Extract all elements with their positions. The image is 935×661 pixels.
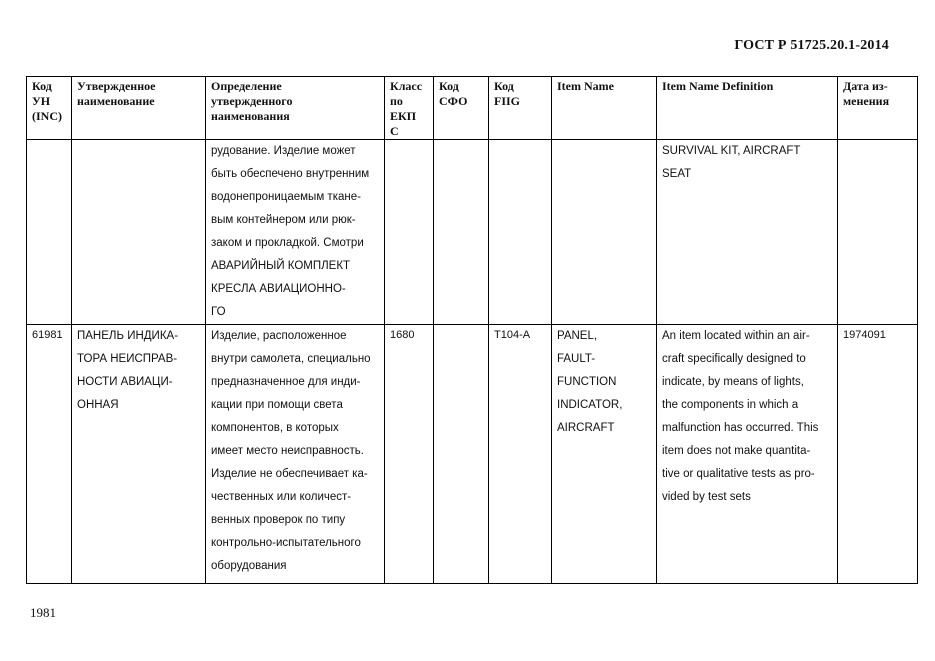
cell-text-line: чественных или количест- — [211, 491, 352, 503]
cell-text-line: Определение — [211, 79, 282, 93]
cell-text-line: компонентов, в которых — [211, 422, 339, 434]
cell-change-date — [838, 325, 918, 584]
col-header-inc — [27, 77, 72, 140]
cell-text-line: INDICATOR, — [557, 399, 623, 411]
cell-text-line: заком и прокладкой. Смотри — [211, 237, 364, 249]
cell-text-line: НОСТИ АВИАЦИ- — [77, 376, 173, 388]
cell-text-line: (INC) — [32, 109, 62, 123]
cell-definition — [206, 325, 385, 584]
col-header-sfo-code — [434, 77, 489, 140]
col-header-definition — [206, 77, 385, 140]
table-row — [27, 325, 918, 584]
cell-item-name — [552, 140, 657, 325]
cell-text-line: tive or qualitative tests as pro- — [662, 468, 815, 480]
cell-text-line: 61981 — [32, 329, 63, 341]
cell-text-line: Изделие не обеспечивает ка- — [211, 468, 368, 480]
cell-text-line: item does not make quantita- — [662, 445, 811, 457]
cell-text-line: наименования — [211, 109, 290, 123]
cell-text-line: PANEL, — [557, 330, 598, 342]
cell-text-line: ОННАЯ — [77, 399, 119, 411]
cell-approved-name — [72, 325, 206, 584]
cell-fiig-code — [489, 325, 552, 584]
cell-text-line: An item located within an air- — [662, 330, 810, 342]
cell-sfo-code — [434, 325, 489, 584]
cell-text-line: 1680 — [390, 329, 415, 341]
cell-text-line: FIIG — [494, 94, 521, 108]
cell-text-line: СФО — [439, 94, 468, 108]
cell-text-line: FAULT- — [557, 353, 596, 365]
cell-text-line: vided by test sets — [662, 491, 751, 503]
cell-text-line: indicate, by means of lights, — [662, 376, 804, 388]
col-header-approved-name — [72, 77, 206, 140]
cell-text-line: craft specifically designed to — [662, 353, 806, 365]
cell-text-line: С — [390, 124, 399, 138]
cell-text-line: FUNCTION — [557, 376, 617, 388]
cell-text-line: вым контейнером или рюк- — [211, 214, 356, 226]
cell-text-line: по — [390, 94, 403, 108]
cell-text-line: ПАНЕЛЬ ИНДИКА- — [77, 330, 179, 342]
col-header-fiig-code — [489, 77, 552, 140]
cell-text-line: кации при помощи света — [211, 399, 343, 411]
cell-text-line: ГО — [211, 306, 226, 318]
table-row — [27, 140, 918, 325]
cell-text-line: SEAT — [662, 168, 692, 180]
cell-text-line: Код — [494, 79, 514, 93]
col-header-item-name-definition — [657, 77, 838, 140]
col-header-class — [385, 77, 434, 140]
cell-text-line: Item Name — [557, 79, 614, 93]
cell-text-line: ЕКП — [390, 109, 417, 123]
cell-inc — [27, 140, 72, 325]
col-header-item-name — [552, 77, 657, 140]
cell-text-line: Изделие, расположенное — [211, 330, 347, 342]
cell-text-line: утвержденного — [211, 94, 293, 108]
cell-text-line: Item Name Definition — [662, 79, 774, 93]
cell-text-line: водонепроницаемым ткане- — [211, 191, 361, 203]
cell-text-line: Код — [32, 79, 52, 93]
item-name-table — [26, 76, 918, 584]
document-header: ГОСТ Р 51725.20.1-2014 — [734, 38, 889, 53]
cell-item-name — [552, 325, 657, 584]
cell-item-name-definition — [657, 325, 838, 584]
cell-text-line: AIRCRAFT — [557, 422, 615, 434]
cell-text-line: Дата из- — [843, 79, 888, 93]
cell-text-line: Утвержденное — [77, 79, 156, 93]
cell-text-line: венных проверок по типу — [211, 514, 346, 526]
cell-text-line: предназначенное для инди- — [211, 376, 361, 388]
cell-text-line: T104-A — [494, 329, 531, 341]
cell-text-line: наименование — [77, 94, 155, 108]
cell-text-line: контрольно-испытательного — [211, 537, 361, 549]
cell-text-line: Класс — [390, 79, 423, 93]
cell-class — [385, 325, 434, 584]
cell-fiig-code — [489, 140, 552, 325]
cell-text-line: malfunction has occurred. This — [662, 422, 819, 434]
cell-text-line: 1974091 — [843, 329, 886, 341]
cell-text-line: АВАРИЙНЫЙ КОМПЛЕКТ — [211, 260, 351, 272]
table-header-row — [27, 77, 918, 140]
cell-text-line: имеет место неисправность. — [211, 445, 364, 457]
cell-text-line: оборудования — [211, 560, 287, 572]
cell-text-line: ТОРА НЕИСПРАВ- — [77, 353, 178, 365]
page-number: 1981 — [30, 605, 56, 620]
cell-text-line: Код — [439, 79, 459, 93]
col-header-change-date — [838, 77, 918, 140]
cell-text-line: КРЕСЛА АВИАЦИОННО- — [211, 283, 346, 295]
cell-text-line: SURVIVAL KIT, AIRCRAFT — [662, 145, 801, 157]
cell-text-line: менения — [843, 94, 890, 108]
cell-class — [385, 140, 434, 325]
cell-approved-name — [72, 140, 206, 325]
cell-text-line: внутри самолета, специально — [211, 353, 371, 365]
cell-text-line: рудование. Изделие может — [211, 145, 356, 157]
cell-text-line: УН — [32, 94, 51, 108]
cell-text-line: быть обеспечено внутренним — [211, 168, 370, 180]
cell-text-line: the components in which a — [662, 399, 799, 411]
cell-item-name-definition — [657, 140, 838, 325]
cell-change-date — [838, 140, 918, 325]
cell-definition — [206, 140, 385, 325]
cell-sfo-code — [434, 140, 489, 325]
cell-inc — [27, 325, 72, 584]
